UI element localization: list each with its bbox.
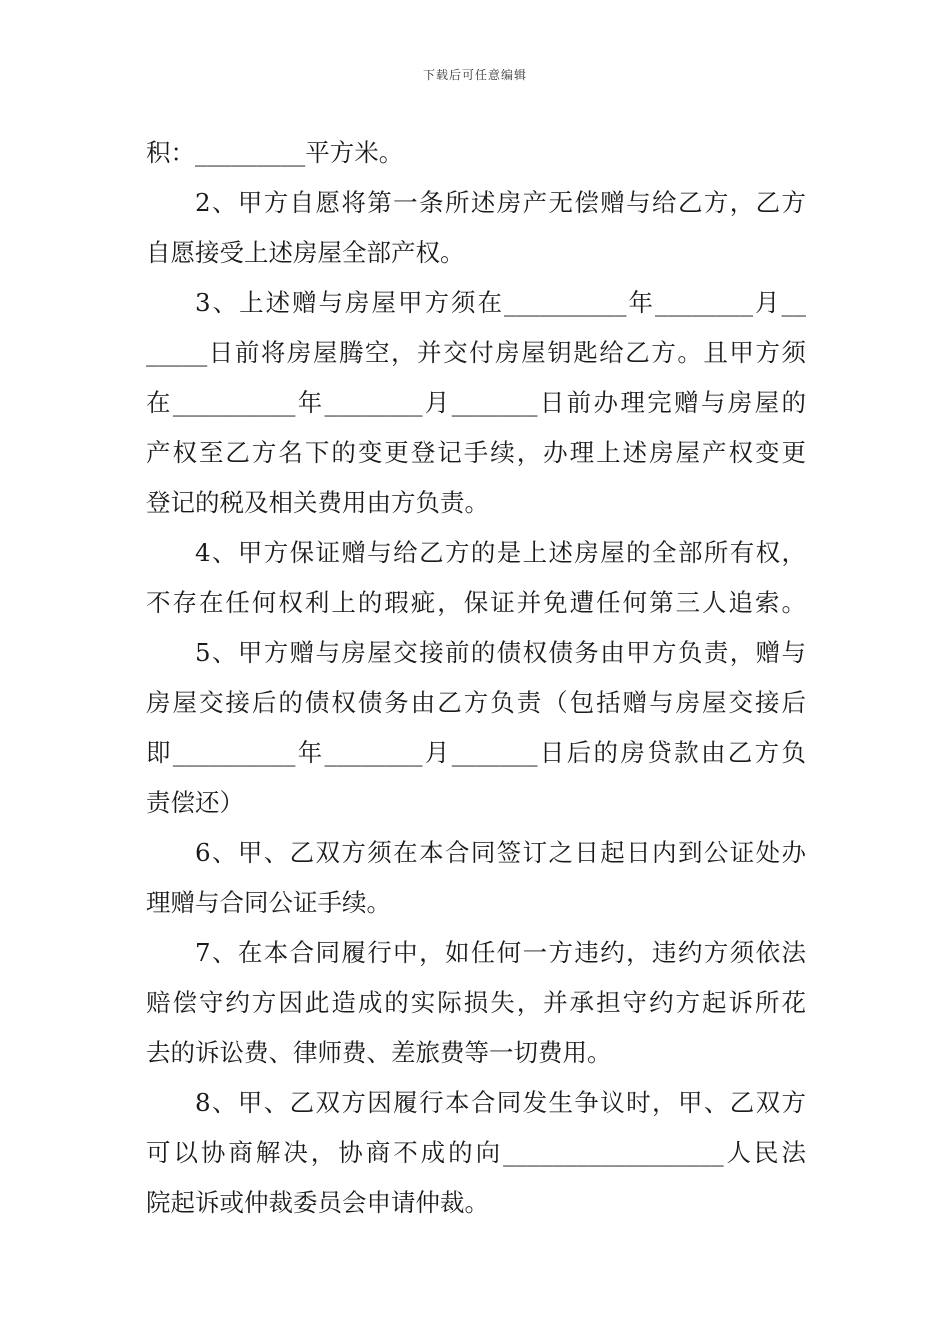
document-line: 不存在任何权利上的瑕疵，保证并免遭任何第三人追索。: [146, 588, 806, 617]
document-line: 去的诉讼费、律师费、差旅费等一切费用。: [146, 1038, 612, 1067]
document-line: 3、上述赠与房屋甲方须在__________年________月__: [195, 288, 806, 317]
document-line: 赔偿守约方因此造成的实际损失，并承担守约方起诉所花: [146, 988, 806, 1017]
document-line: _____日前将房屋腾空，并交付房屋钥匙给乙方。且甲方须: [146, 338, 806, 367]
document-body: [146, 128, 806, 1228]
document-line: 可以协商解决，协商不成的向__________________人民法: [146, 1138, 806, 1167]
document-line: 院起诉或仲裁委员会申请仲裁。: [146, 1188, 489, 1217]
page-header-note: 下载后可任意编辑: [422, 68, 527, 82]
document-line: 积：_________平方米。: [146, 138, 404, 167]
document-line: 在__________年________月_______日前办理完赠与房屋的: [146, 388, 806, 417]
document-line: 自愿接受上述房屋全部产权。: [146, 238, 465, 267]
document-line: 8、甲、乙双方因履行本合同发生争议时，甲、乙双方: [195, 1088, 806, 1117]
document-line: 6、甲、乙双方须在本合同签订之日起日内到公证处办: [195, 838, 806, 867]
document-line: 4、甲方保证赠与给乙方的是上述房屋的全部所有权，: [195, 538, 806, 567]
document-line: 房屋交接后的债权债务由乙方负责（包括赠与房屋交接后: [146, 688, 806, 717]
document-line: 即__________年________月_______日后的房贷款由乙方负: [146, 738, 806, 767]
document-line: 产权至乙方名下的变更登记手续，办理上述房屋产权变更: [146, 438, 806, 467]
document-line: 2、甲方自愿将第一条所述房产无偿赠与给乙方，乙方: [195, 188, 806, 217]
document-line: 理赠与合同公证手续。: [146, 888, 391, 917]
document-line: 责偿还）: [146, 788, 244, 817]
document-line: 5、甲方赠与房屋交接前的债权债务由甲方负责，赠与: [195, 638, 806, 667]
document-line: 7、在本合同履行中，如任何一方违约，违约方须依法: [195, 938, 806, 967]
document-line: 登记的税及相关费用由方负责。: [146, 488, 489, 517]
